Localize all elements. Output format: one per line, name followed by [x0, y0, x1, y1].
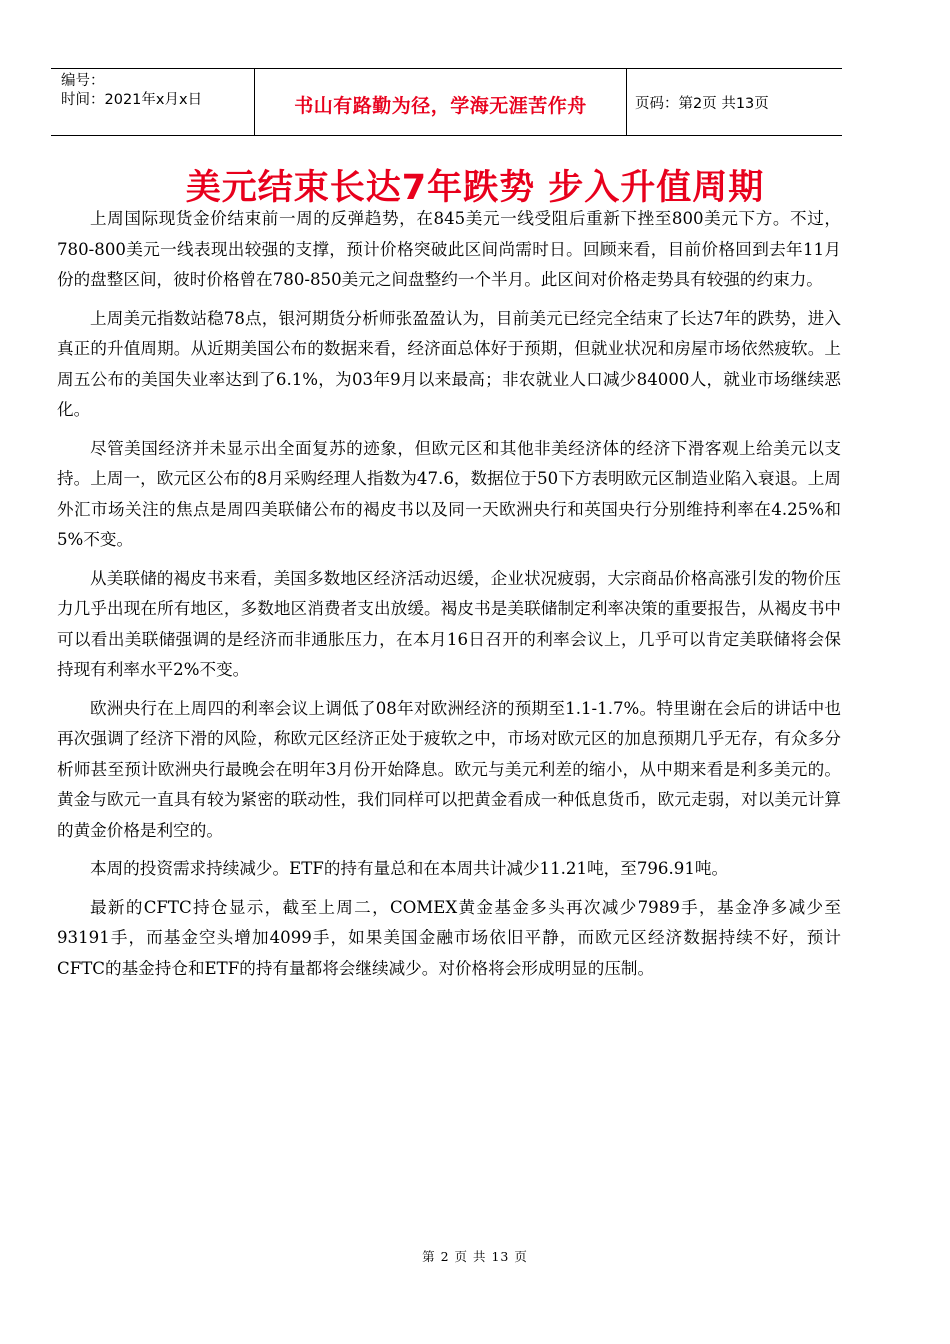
header-motto: 书山有路勤为径，学海无涯苦作舟 — [254, 69, 627, 135]
page-footer: 第 2 页 共 13 页 — [422, 1249, 528, 1264]
header-table — [51, 68, 842, 136]
paragraph: 欧洲央行在上周四的利率会议上调低了08年对欧洲经济的预期至1.1-1.7%。特里谢在会后的讲话中也再次强调了经济下滑的风险，称欧元区经济正处于疲软之中，市场对欧元区的加息预期几乎无存，有众多分析师甚至预计欧洲央行最晚会在明年3月份开始降息。欧元与美元利差的缩小，从中期来看是利多美元的。黄金与欧元一直具有较为紧密的联动性，我们同样可以把黄金看成一种低息货币，欧元走弱，对以美元计算的黄金价格是利空的。 — [57, 698, 841, 840]
header-meta-cell — [51, 69, 254, 135]
paragraph: 本周的投资需求持续减少。ETF的持有量总和在本周共计减少11.21吨，至796.91吨。 — [90, 859, 729, 878]
header-page-info: 页码：第2页 共13页 — [635, 95, 769, 112]
document-title: 美元结束长达7年跌势 步入升值周期 — [185, 168, 765, 208]
paragraph: 最新的CFTC持仓显示，截至上周二，COMEX黄金基金多头再次减少7989手，基金净多减少至93191手，而基金空头增加4099手，如果美国金融市场依旧平静，而欧元区经济数据持续不好，预计CFTC的基金持仓和ETF的持有量都将会继续减少。对价格将会形成明显的压制。 — [57, 897, 841, 978]
paragraph: 尽管美国经济并未显示出全面复苏的迹象，但欧元区和其他非美经济体的经济下滑客观上给美元以支持。上周一，欧元区公布的8月采购经理人指数为47.6，数据位于50下方表明欧元区制造业陷入衰退。上周外汇市场关注的焦点是周四美联储公布的褐皮书以及同一天欧洲央行和英国央行分别维持利率在4.25%和5%不变。 — [57, 438, 841, 549]
article-body — [57, 204, 841, 992]
paragraph: 从美联储的褐皮书来看，美国多数地区经济活动迟缓，企业状况疲弱，大宗商品价格高涨引发的物价压力几乎出现在所有地区，多数地区消费者支出放缓。褐皮书是美联储制定利率决策的重要报告，从褐皮书中可以看出美联储强调的是经济而非通胀压力，在本月16日召开的利率会议上，几乎可以肯定美联储将会保持现有利率水平2%不变。 — [57, 568, 841, 679]
paragraph: 上周美元指数站稳78点，银河期货分析师张盈盈认为，目前美元已经完全结束了长达7年的跌势，进入真正的升值周期。从近期美国公布的数据来看，经济面总体好于预期，但就业状况和房屋市场依然疲软。上周五公布的美国失业率达到了6.1%，为03年9月以来最高；非农就业人口减少84000人，就业市场继续恶化。 — [57, 308, 841, 419]
serial-number-label: 编号： — [61, 73, 105, 89]
paragraph: 上周国际现货金价结束前一周的反弹趋势，在845美元一线受阻后重新下挫至800美元下方。不过，780-800美元一线表现出较强的支撑，预计价格突破此区间尚需时日。回顾来看，目前价格回到去年11月份的盘整区间，彼时价格曾在780-850美元之间盘整约一个半月。此区间对价格走势具有较强的约束力。 — [57, 209, 841, 289]
date-label: 时间：2021年x月x日 — [61, 92, 203, 108]
